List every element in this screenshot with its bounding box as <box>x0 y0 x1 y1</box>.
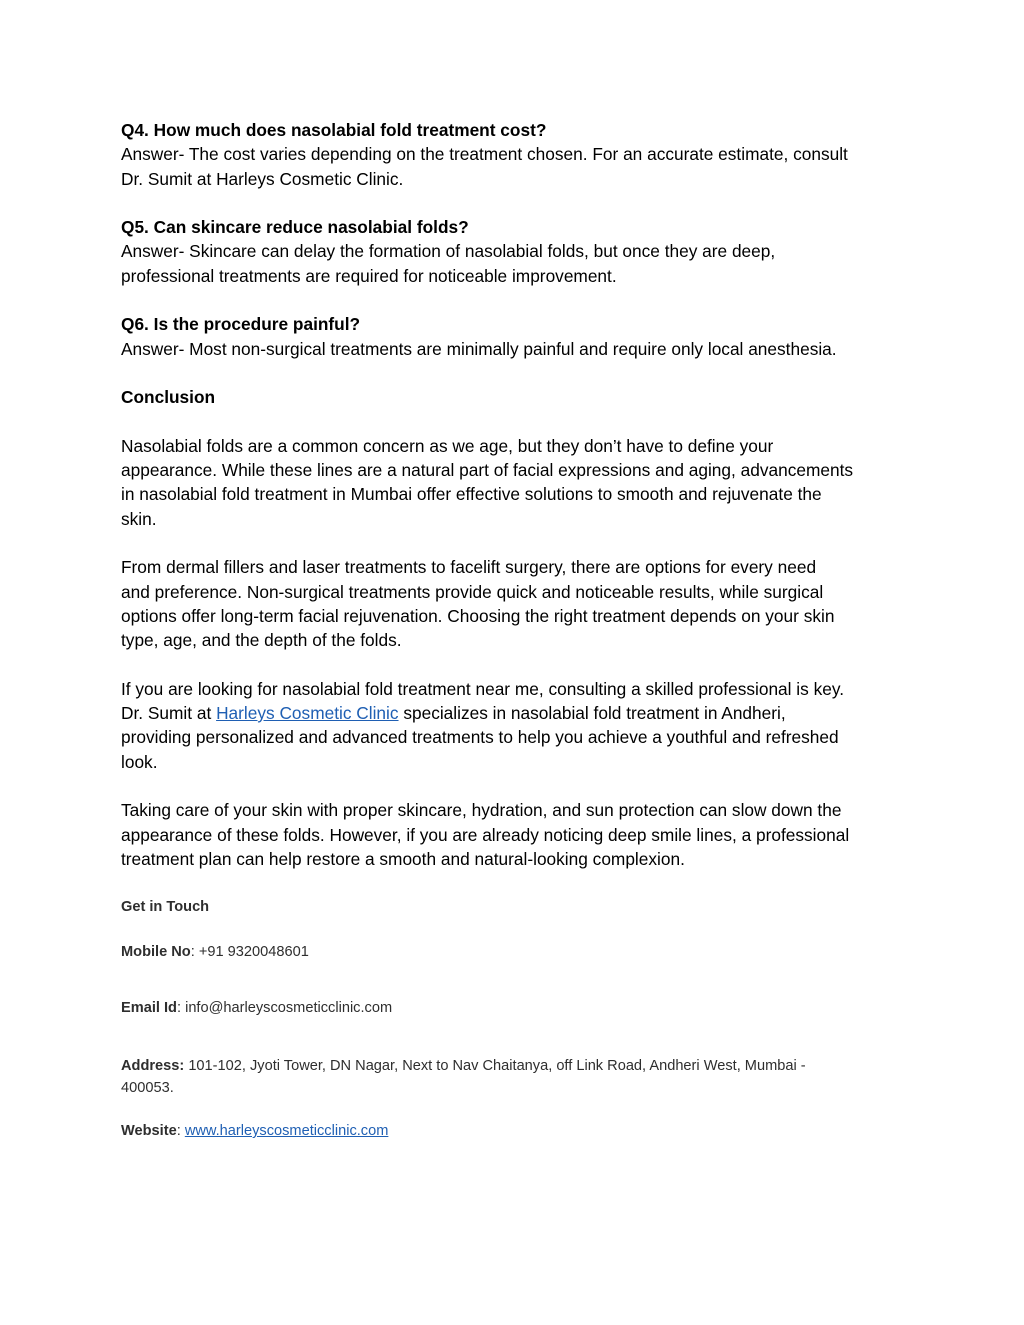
email-value: : info@harleyscosmeticclinic.com <box>176 1000 393 1016</box>
paragraph-line: From dermal fillers and laser treatments to facelift surgery, there are options for every need <box>121 557 817 578</box>
conclusion-paragraph-3 <box>121 677 911 774</box>
faq-answer-line: Answer- The cost varies depending on the treatment chosen. For an accurate estimate, consult <box>121 144 848 165</box>
contact-email <box>121 997 911 1019</box>
document-page <box>121 118 911 896</box>
paragraph-line: appearance of these folds. However, if you are already noticing deep smile lines, a professional <box>121 824 850 845</box>
website-label: Website <box>121 1123 177 1139</box>
conclusion-heading: Conclusion <box>121 387 216 408</box>
contact-title: Get in Touch <box>121 899 210 915</box>
paragraph-line: If you are looking for nasolabial fold treatment near me, consulting a skilled professional is key. <box>121 678 844 699</box>
conclusion-paragraph-1 <box>121 434 911 531</box>
clinic-link[interactable]: Harleys Cosmetic Clinic <box>216 703 399 724</box>
paragraph-line: options offer long-term facial rejuvenation. Choosing the right treatment depends on your skin <box>121 605 835 626</box>
faq-item-q5 <box>121 215 911 288</box>
paragraph-line: type, age, and the depth of the folds. <box>121 630 402 651</box>
contact-section <box>121 896 911 1156</box>
contact-website <box>121 1120 911 1142</box>
paragraph-line <box>121 701 911 725</box>
faq-question: Q4. How much does nasolabial fold treatment cost? <box>121 120 547 140</box>
website-separator: : <box>176 1123 185 1139</box>
faq-question: Q6. Is the procedure painful? <box>121 314 361 335</box>
paragraph-line: skin. <box>121 508 157 529</box>
address-line: 400053. <box>121 1080 174 1096</box>
conclusion-paragraph-4 <box>121 798 911 871</box>
paragraph-line: Taking care of your skin with proper skincare, hydration, and sun protection can slow down the <box>121 800 842 821</box>
address-label: Address: <box>121 1058 185 1074</box>
faq-answer-line: professional treatments are required for noticeable improvement. <box>121 265 617 286</box>
email-label: Email Id <box>121 1000 177 1016</box>
faq-answer-line: Answer- Skincare can delay the formation of nasolabial folds, but once they are deep, <box>121 241 776 262</box>
mobile-label: Mobile No <box>121 944 191 960</box>
website-link[interactable]: www.harleyscosmeticclinic.com <box>184 1123 389 1139</box>
conclusion-paragraph-2 <box>121 555 911 652</box>
paragraph-line: and preference. Non-surgical treatments provide quick and noticeable results, while surgical <box>121 581 824 602</box>
contact-address <box>121 1055 911 1099</box>
faq-answer-line: Answer- Most non-surgical treatments are minimally painful and require only local anesthesia. <box>121 338 837 359</box>
paragraph-line: look. <box>121 751 158 772</box>
paragraph-line: treatment plan can help restore a smooth and natural-looking complexion. <box>121 848 685 869</box>
address-line: 101-102, Jyoti Tower, DN Nagar, Next to Nav Chaitanya, off Link Road, Andheri West, Mumbai - <box>184 1058 806 1074</box>
faq-question: Q5. Can skincare reduce nasolabial folds? <box>121 217 469 238</box>
line-text: specializes in nasolabial fold treatment in Andheri, <box>398 703 786 724</box>
contact-mobile <box>121 941 911 963</box>
paragraph-line: in nasolabial fold treatment in Mumbai offer effective solutions to smooth and rejuvenate the <box>121 484 822 505</box>
paragraph-line: appearance. While these lines are a natural part of facial expressions and aging, advancements <box>121 460 854 481</box>
paragraph-line: providing personalized and advanced treatments to help you achieve a youthful and refreshed <box>121 727 839 748</box>
faq-item-q4 <box>121 118 911 191</box>
mobile-value: : +91 9320048601 <box>190 944 309 960</box>
paragraph-line: Nasolabial folds are a common concern as we age, but they don’t have to define your <box>121 435 774 456</box>
faq-answer-line: Dr. Sumit at Harleys Cosmetic Clinic. <box>121 168 404 189</box>
faq-item-q6 <box>121 312 911 361</box>
line-text: Dr. Sumit at <box>121 703 217 724</box>
